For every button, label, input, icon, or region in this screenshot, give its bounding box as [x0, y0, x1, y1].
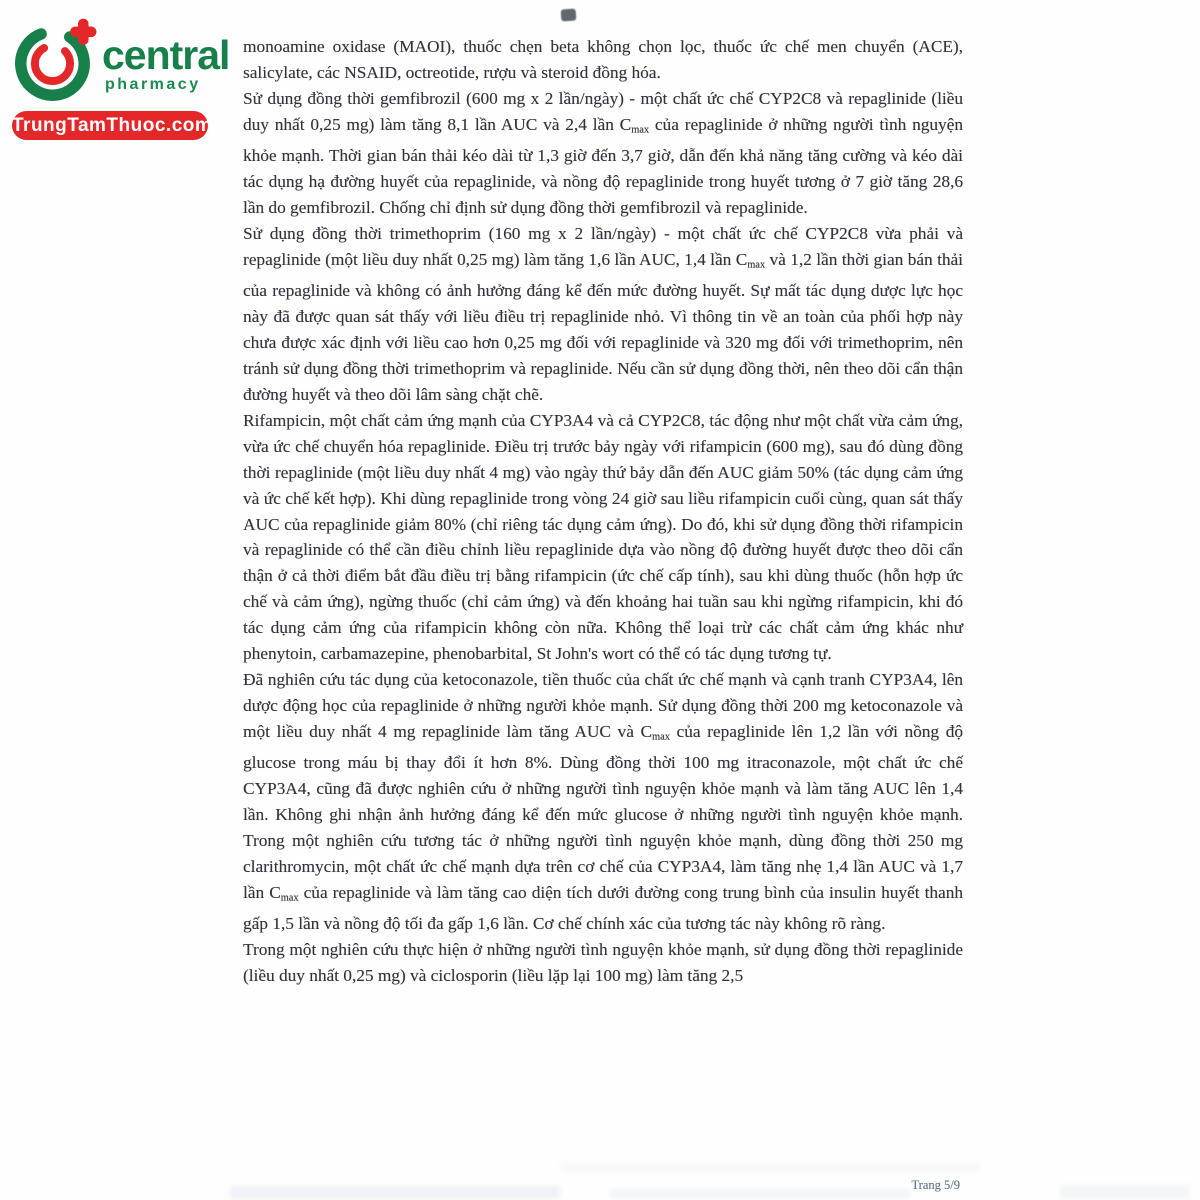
page-number: Trang 5/9 — [911, 1178, 960, 1192]
scan-speck — [561, 8, 577, 21]
paragraph: monoamine oxidase (MAOI), thuốc chẹn beta không chọn lọc, thuốc ức chế men chuyển (ACE), salicylate, các NSAID, octreotide, rượu và steroid đồng hóa. — [243, 37, 963, 82]
central-pharmacy-c-plus-icon — [12, 16, 100, 104]
paragraph: Rifampicin, một chất cảm ứng mạnh của CYP3A4 và cả CYP2C8, tác động như một chất vừa cảm ứng, vừa ức chế chuyển hóa repaglinide. Điều trị trước bảy ngày với rifampicin (600 mg), sau đó dùng đồng thời repaglinide (một liều duy nhất 4 mg) vào ngày thứ bảy dẫn đến AUC giảm 50% (tác dụng cảm ứng và ức chế kết hợp). Khi dùng repaglinide trong vòng 24 giờ sau liều rifampicin cuối cùng, quan sát thấy AUC của repaglinide giảm 80% (chỉ riêng tác dụng cảm ứng). Do đó, khi sử dụng đồng thời rifampicin và repaglinide có thể cần điều chỉnh liều repaglinide dựa vào nồng độ đường huyết được theo dõi cẩn thận ở cả thời điểm bắt đầu điều trị bằng rifampicin (ức chế cấp tính), sau khi dùng thuốc (hỗn hợp ức chế và cảm ứng), ngừng thuốc (chỉ cảm ứng) và đến khoảng hai tuần sau khi ngừng rifampicin, khi đó tác dụng cảm ứng của rifampicin không còn nữa. Không thể loại trừ các chất cảm ứng khác như phenytoin, carbamazepine, phenobarbital, St John's wort có thể có tác dụng tương tự. — [243, 410, 963, 664]
logo-subbrand-text: pharmacy — [105, 76, 201, 93]
scan-noise — [610, 1188, 910, 1199]
paragraph: Đã nghiên cứu tác dụng của ketoconazole, tiền thuốc của chất ức chế mạnh và cạnh tranh CYP3A4, lên dược động học của repaglinide ở những người khỏe mạnh. Sử dụng đồng thời 200 mg ketoconazole và một liều duy nhất 4 mg repaglinide làm tăng AUC và $C_{max}$ của repaglinide lên 1,2 lần với nồng độ glucose trong máu bị thay đổi ít hơn 8%. Dùng đồng thời 100 mg itraconazole, một chất ức chế CYP3A4, cũng đã được nghiên cứu ở những người tình nguyện khỏe mạnh và làm tăng AUC lên 1,4 lần. Không ghi nhận ảnh hưởng đáng kể đến mức glucose ở những người tình nguyện khỏe mạnh. Trong một nghiên cứu tương tác ở những người tình nguyện khỏe mạnh, dùng đồng thời 250 mg clarithromycin, một chất ức chế mạnh dựa trên cơ chế của CYP3A4, làm tăng nhẹ 1,4 lần AUC và 1,7 lần $C_{max}$ của repaglinide và làm tăng cao diện tích dưới đường cong trung bình của insulin huyết thanh gấp 1,5 lần và nồng độ tối đa gấp 1,6 lần. Cơ chế chính xác của tương tác này không rõ ràng. — [243, 669, 963, 934]
logo-brand-text: central — [102, 32, 230, 78]
pharmacy-logo — [12, 16, 230, 140]
scan-noise — [230, 1186, 560, 1199]
logo-banner: TrungTamThuoc.com — [12, 111, 208, 140]
scan-noise — [560, 1162, 980, 1172]
paragraph: Sử dụng đồng thời gemfibrozil (600 mg x 2 lần/ngày) - một chất ức chế CYP2C8 và repaglinide (liều duy nhất 0,25 mg) làm tăng 8,1 lần AUC và 2,4 lần $C_{max}$ của repaglinide ở những người tình nguyện khỏe mạnh. Thời gian bán thải kéo dài từ 1,3 giờ đến 3,7 giờ, dẫn đến khả năng tăng cường và kéo dài tác dụng hạ đường huyết của repaglinide, và nồng độ repaglinide trong huyết tương ở 7 giờ tăng 28,6 lần do gemfibrozil. Chống chỉ định sử dụng đồng thời gemfibrozil và repaglinide. — [243, 88, 963, 218]
paragraph: Sử dụng đồng thời trimethoprim (160 mg x 2 lần/ngày) - một chất ức chế CYP2C8 vừa phải và repaglinide (một liều duy nhất 0,25 mg) làm tăng 1,6 lần AUC, 1,4 lần $C_{max}$ và 1,2 lần thời gian bán thải của repaglinide và không có ảnh hưởng đáng kể đến mức đường huyết. Sự mất tác dụng dược lực học này đã được quan sát thấy với liều điều trị repaglinide nhỏ. Vì thông tin về an toàn của phối hợp này chưa được xác định với liều cao hơn 0,25 mg đối với repaglinide và 320 mg đối với trimethoprim, nên tránh sử dụng đồng thời trimethoprim và repaglinide. Nếu cần sử dụng đồng thời, nên theo dõi cẩn thận đường huyết và theo dõi lâm sàng chặt chẽ. — [243, 223, 963, 404]
scan-noise — [1060, 1185, 1190, 1199]
paragraph: Trong một nghiên cứu thực hiện ở những người tình nguyện khỏe mạnh, sử dụng đồng thời repaglinide (liều duy nhất 0,25 mg) và ciclosporin (liều lặp lại 100 mg) làm tăng 2,5 — [243, 940, 963, 986]
logo-row — [12, 16, 230, 104]
document-body — [243, 34, 963, 989]
logo-text-block — [102, 32, 230, 94]
